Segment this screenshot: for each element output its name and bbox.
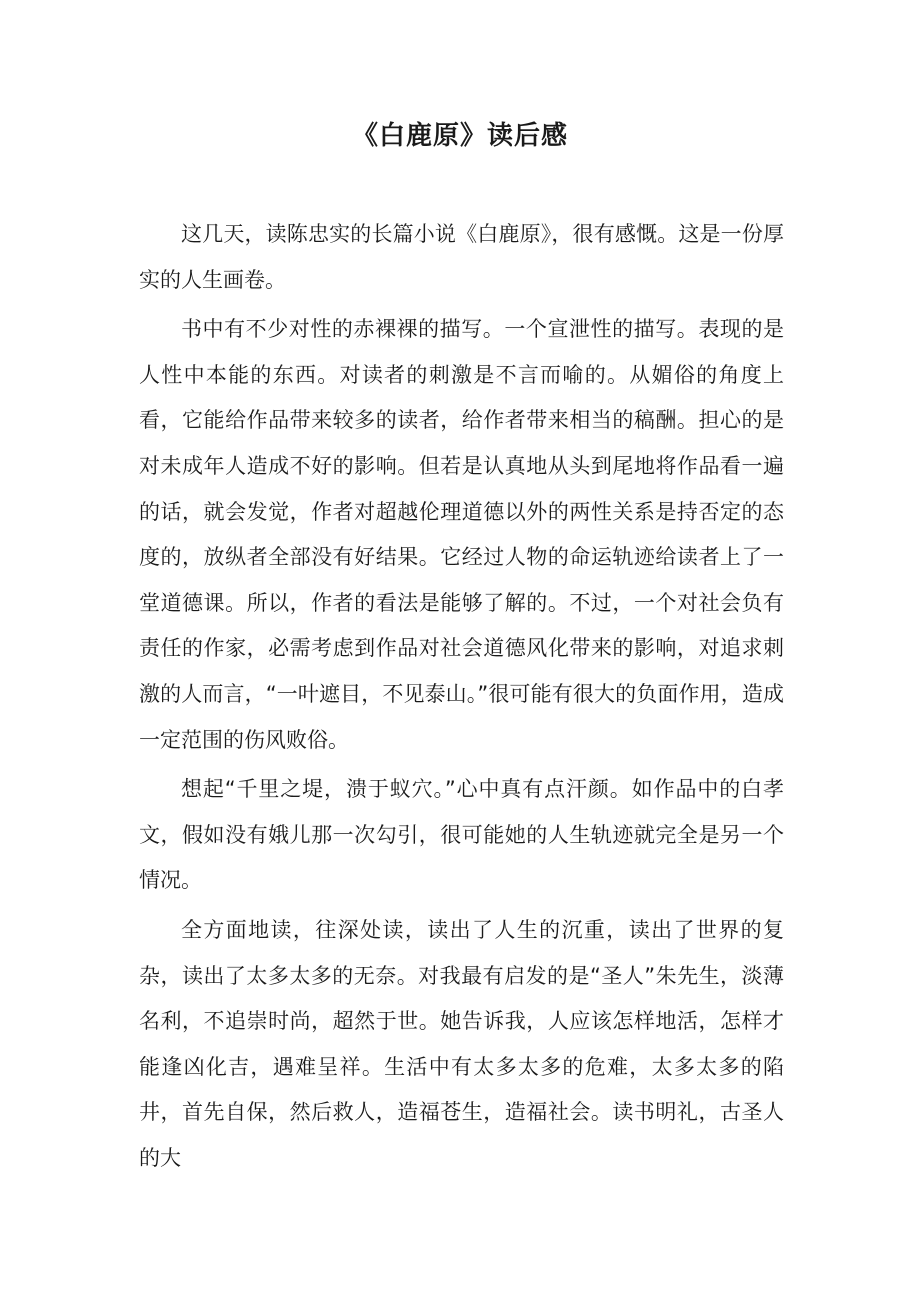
paragraph: 书中有不少对性的赤裸裸的描写。一个宣泄性的描写。表现的是人性中本能的东西。对读者的刺激是不言而喻的。从媚俗的角度上看，它能给作品带来较多的读者，给作者带来相当的稿酬。担心的是对未成年人造成不好的影响。但若是认真地从头到尾地将作品看一遍的话，就会发觉，作者对超越伦理道德以外的两性关系是持否定的态度的，放纵者全部没有好结果。它经过人物的命运轨迹给读者上了一堂道德课。所以，作者的看法是能够了解的。不过，一个对社会负有责任的作家，必需考虑到作品对社会道德风化带来的影响，对追求刺激的人而言，“一叶遮目，不见泰山。”很可能有很大的负面作用，造成一定范围的伤风败俗。 <box>139 317 784 752</box>
paragraph: 全方面地读，往深处读，读出了人生的沉重，读出了世界的复杂，读出了太多太多的无奈。对我最有启发的是“圣人”朱先生，淡薄名利，不追崇时尚，超然于世。她告诉我，人应该怎样地活，怎样才能逢凶化吉，遇难呈祥。生活中有太多太多的危难，太多太多的陷井，首先自保，然后救人，造福苍生，造福社会。读书明礼，古圣人的大 <box>139 917 784 1170</box>
paragraph: 想起“千里之堤，溃于蚁穴。”心中真有点汗颜。如作品中的白孝文，假如没有娥儿那一次勾引，很可能她的人生轨迹就完全是另一个情况。 <box>139 777 784 893</box>
article-body <box>139 212 784 1185</box>
paragraph: 这几天，读陈忠实的长篇小说《白鹿原》，很有感慨。这是一份厚实的人生画卷。 <box>139 222 784 292</box>
page-title: 《白鹿原》读后感 <box>351 121 568 151</box>
